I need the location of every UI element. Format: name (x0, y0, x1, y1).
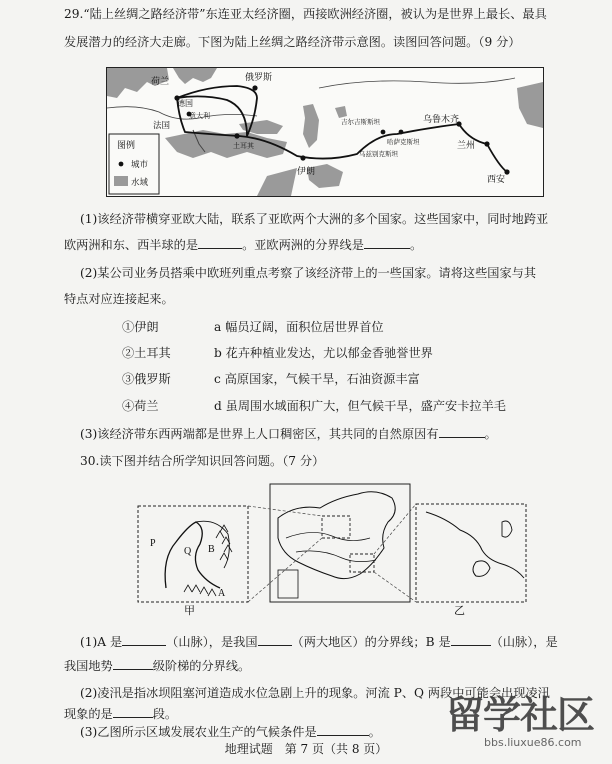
caspian-water (303, 104, 319, 148)
q29-sub1-line-1: (1)该经济带横穿亚欧大陆，联系了亚欧两个大洲的多个国家。这些国家中，同时地跨亚 (80, 212, 549, 226)
label-turkey: 土耳其 (233, 142, 254, 150)
silk-road-map-drawing (107, 68, 543, 196)
legend-city-dot (119, 162, 124, 167)
q30-sub3-text-a: (3)乙图所示区域发展农业生产的气候条件是 (80, 725, 317, 739)
label-p: P (150, 538, 156, 549)
city-dot-russia (252, 85, 257, 90)
watermark-url: bbs.liuxue86.com (484, 736, 582, 749)
inset-yi-coast (426, 512, 524, 578)
china-rivers (286, 532, 376, 561)
baltic-water (173, 68, 217, 84)
q29-sub3-text-b: 。 (484, 427, 497, 441)
q29-line-2: 发展潜力的经济大走廊。下图为陆上丝绸之路经济带示意图。读图回答问题。（9 分） (64, 35, 521, 49)
q30-sub3-text-b: 。 (368, 725, 381, 739)
label-a: A (218, 588, 226, 599)
south-sea-inset (278, 570, 298, 598)
inset-yi-island (473, 561, 490, 576)
label-urumqi: 乌鲁木齐 (423, 115, 460, 125)
mountain-symbols-b (216, 525, 232, 560)
mediterranean-water (165, 130, 287, 158)
east-sea-water (517, 82, 543, 128)
q29-sub3-text-a: (3)该经济带东西两端都是世界上人口稠密区，其共同的自然原因有 (80, 427, 439, 441)
label-yi: 乙 (454, 604, 465, 617)
legend-water-label: 水域 (131, 178, 149, 188)
q30-sub1-text-f: 级阶梯的分界线。 (152, 659, 251, 673)
china-zoom-box-jia (322, 516, 350, 538)
answer-blank[interactable] (364, 248, 410, 249)
q30-sub1-line-1 (80, 632, 558, 652)
answer-blank[interactable] (122, 645, 166, 646)
q29-sub2-line-2: 特点对应连接起来。 (64, 292, 174, 306)
q29-sub3-line (80, 424, 558, 444)
legend-water-swatch (114, 176, 128, 186)
inset-yi-taiwan (502, 521, 512, 537)
red-sea-water (257, 168, 297, 196)
yellow-river-line (165, 522, 220, 588)
q30-sub1-text-e: 我国地势 (64, 659, 113, 673)
q30-sub1-text-a: (1)A 是 (80, 635, 123, 649)
china-map-drawing (136, 478, 544, 617)
option-country-1: ①伊朗 (122, 320, 159, 334)
china-zoom-box-yi (350, 554, 374, 572)
label-lanzhou: 兰州 (457, 141, 476, 151)
city-dot-lanzhou (484, 141, 489, 146)
q30-sub2-line-1: (2)凌汛是指冰坝阻塞河道造成水位急剧上升的现象。河流 P、Q 两段中可能会出现凌汛 (80, 686, 550, 700)
q29-sub1-text-a: 欧两洲和东、西半球的是 (64, 238, 199, 252)
label-uzbekistan: 乌兹别克斯坦 (359, 150, 398, 158)
answer-blank[interactable] (113, 669, 153, 670)
q29-sub1-text-c: 。 (409, 238, 423, 252)
option-country-4: ④荷兰 (122, 399, 159, 413)
q30-sub1-text-d: （山脉），是 (490, 635, 558, 649)
china-map-figure (136, 478, 544, 617)
legend-title: 图例 (117, 141, 136, 151)
label-xian: 西安 (487, 175, 506, 185)
q30-sub1-line-2 (64, 656, 558, 676)
option-country-2: ②土耳其 (122, 346, 171, 360)
option-feature-b: b 花卉种植业发达，尤以郁金香驰誉世界 (214, 346, 433, 360)
watermark-logo: 留学社区 (446, 693, 595, 737)
q30-sub1-text-c: （两大地区）的分界线；B 是 (291, 635, 451, 649)
aral-water (335, 106, 347, 118)
label-germany: 德国 (177, 99, 193, 108)
page-footer: 地理试题 第 7 页（共 8 页） (224, 742, 388, 756)
answer-blank[interactable] (198, 248, 242, 249)
mountain-symbols-a (184, 585, 216, 596)
option-feature-c: c 高原国家，气候干旱，石油资源丰富 (214, 372, 420, 386)
label-russia: 俄罗斯 (245, 73, 273, 83)
city-dot-turkey (234, 133, 239, 138)
connector-jia (248, 506, 322, 602)
inset-yi-frame (416, 504, 526, 602)
q30-title: 30.读下图并结合所学知识回答问题。（7 分） (80, 454, 325, 468)
answer-blank[interactable] (317, 735, 369, 736)
city-dot-kazakhstan (399, 130, 404, 135)
q30-sub1-text-b: （山脉），是我国 (166, 635, 258, 649)
label-italy: 意大利 (189, 112, 210, 120)
legend-city-label: 城市 (131, 160, 149, 170)
q29-sub1-line-2 (64, 235, 558, 255)
answer-blank[interactable] (439, 437, 485, 438)
answer-blank[interactable] (451, 645, 491, 646)
q29-sub1-text-b: 。亚欧两洲的分界线是 (242, 238, 364, 252)
option-feature-a: a 幅员辽阔，面积位居世界首位 (214, 320, 384, 334)
silk-road-map (106, 67, 544, 197)
label-iran: 伊朗 (297, 167, 316, 177)
city-dot-kyrgyzstan (381, 130, 386, 135)
answer-blank[interactable] (113, 717, 153, 718)
label-france: 法国 (153, 121, 171, 131)
option-feature-d: d 虽周围水域面积广大，但气候干旱，盛产安卡拉羊毛 (214, 399, 506, 413)
city-dot-xian (504, 169, 509, 174)
option-country-3: ③俄罗斯 (122, 372, 171, 386)
label-jia: 甲 (184, 604, 195, 617)
answer-blank[interactable] (258, 645, 292, 646)
label-b: B (208, 544, 215, 555)
inset-jia-frame (138, 506, 248, 602)
q30-sub2-text-b: 段。 (152, 707, 178, 721)
city-dot-iran (300, 155, 305, 160)
q29-line-1: 29.“陆上丝绸之路经济带”东连亚太经济圈，西接欧洲经济圈，被认为是世界上最长、最具 (64, 7, 547, 21)
label-kazakhstan: 哈萨克斯坦 (387, 138, 420, 146)
q30-sub2-text-a: 现象的是 (64, 707, 113, 721)
q29-sub2-line-1: (2)某公司业务员搭乘中欧班列重点考察了该经济带上的一些国家。请将这些国家与其 (80, 266, 537, 280)
china-map-frame (270, 484, 410, 602)
label-netherlands: 荷兰 (151, 77, 170, 87)
label-kyrgyzstan: 吉尔吉斯斯坦 (341, 118, 380, 126)
label-q: Q (184, 546, 192, 557)
